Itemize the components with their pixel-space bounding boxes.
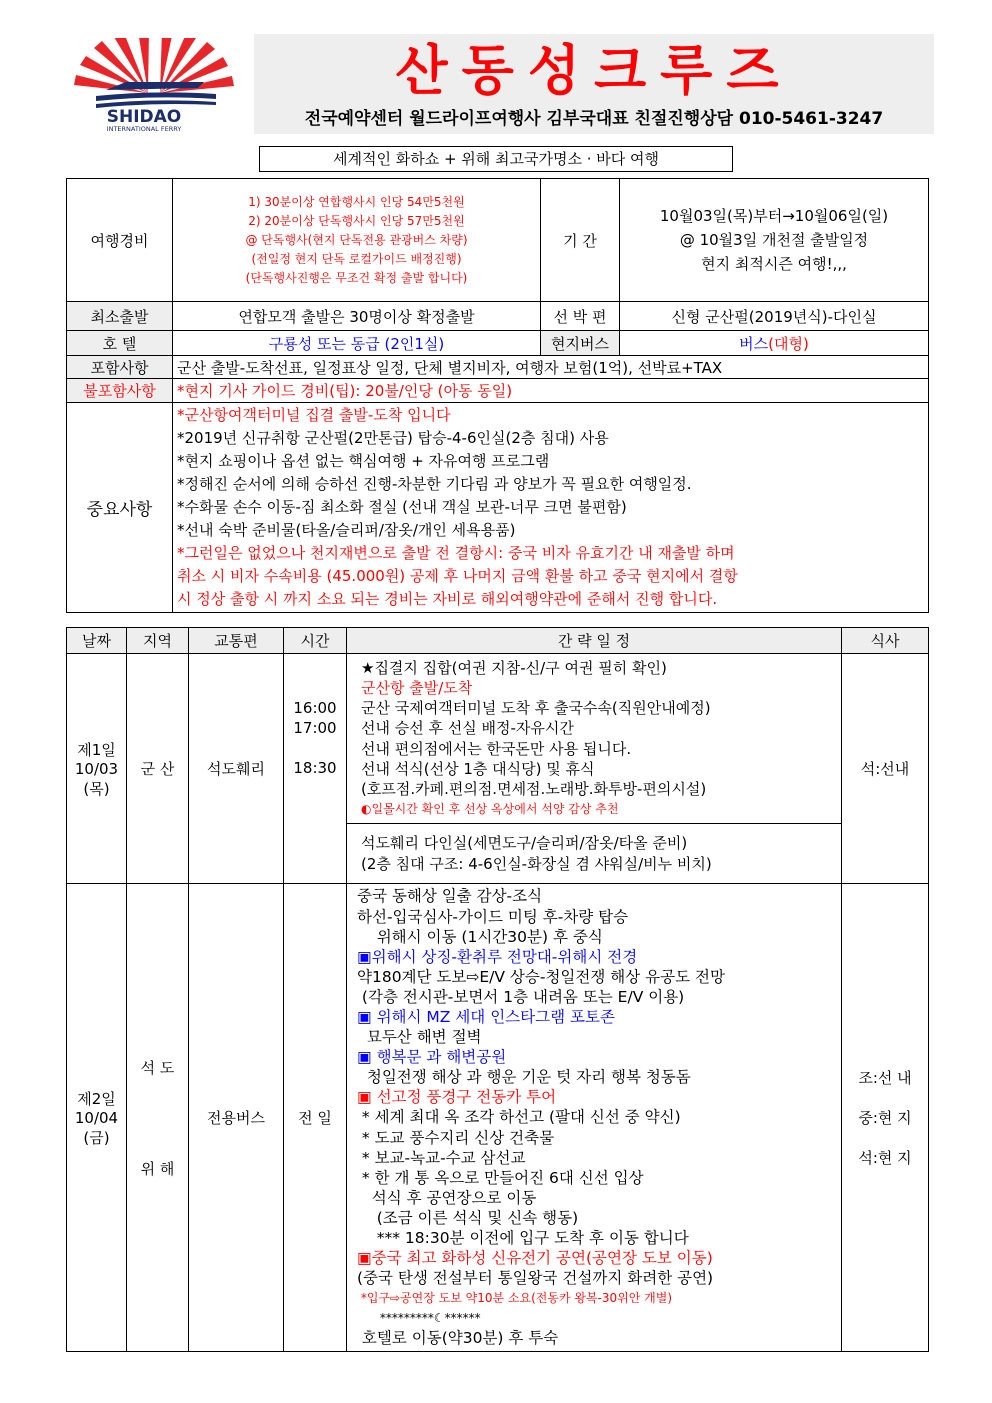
included-label: 포함사항 (67, 356, 173, 379)
sun-ship-icon (66, 38, 241, 133)
day2-line: 호텔로 이동(약30분) 후 투숙 (357, 1329, 559, 1348)
cost-line: (단독행사진행은 무조건 확정 출발 합니다) (245, 270, 468, 285)
day1-line: 선내 편의점에서는 한국돈만 사용 됩니다. (361, 739, 632, 758)
header-region: 지역 (127, 628, 189, 654)
day1-cabin-line: 석도훼리 다인실(세면도구/슬리퍼/잠옷/타올 준비) (361, 834, 688, 853)
day1-cabin-line: (2층 침대 구조: 4-6인실-화장실 겸 샤워실/비누 비치) (361, 854, 712, 873)
day2-region (127, 884, 189, 1352)
day2-line: 청일전쟁 해상 과 행운 기운 텃 자리 행복 청동돔 (357, 1068, 691, 1087)
ship-value: 신형 군산펄(2019년식)-다인실 (620, 302, 929, 331)
day2-line: (중국 탄생 전설부터 통일왕국 건설까지 화려한 공연) (357, 1269, 714, 1288)
day2-line: (조금 이른 석식 및 신속 행동) (357, 1208, 579, 1227)
header-itinerary: 간 략 일 정 (347, 628, 842, 654)
bus-label: 현지버스 (541, 331, 620, 356)
bus-value (620, 331, 929, 356)
day2-line: * 세계 최대 옥 조각 하선고 (팔대 신선 중 약신) (357, 1108, 681, 1127)
day1-times (284, 654, 347, 884)
day2-date-line: (금) (83, 1128, 110, 1147)
day1-itinerary (347, 654, 842, 824)
day2-line: * 한 개 통 옥으로 만들어진 6대 신선 입상 (357, 1168, 644, 1187)
note-item: *정해진 순서에 의해 승하선 진행-차분한 기다림 과 양보가 꼭 필요한 여행일정. (177, 475, 692, 493)
min-departure-value: 연합모객 출발은 30명이상 확정출발 (173, 302, 541, 331)
day2-line: ▣ 행복문 과 해변공원 (357, 1048, 507, 1067)
day1-line: (호프점.카페.편의점.면세점.노래방.화투방-편의시설) (361, 779, 707, 798)
day2-region-top: 석 도 (140, 1058, 175, 1077)
cost-line: 2) 20분이상 단독행사시 인당 57만5천원 (248, 213, 465, 228)
period-line: 10월03일(목)부터→10월06일(일) (659, 207, 889, 225)
day1-line: 군산항 출발/도착 (361, 679, 473, 698)
day2-line: ▣ 선고정 풍경구 전동카 투어 (357, 1088, 557, 1107)
note-item: 시 정상 출항 시 까지 소요 되는 경비는 자비로 해외여행약관에 준해서 진행 합니다. (177, 590, 718, 608)
cost-line: 1) 30분이상 연합행사시 인당 54만5천원 (248, 194, 465, 209)
excluded-value: *현지 기사 가이드 경비(팁): 20불/인당 (아동 동일) (173, 379, 929, 403)
period-label: 기 간 (541, 179, 620, 302)
notes-list (173, 403, 929, 613)
day1-meal: 석:선내 (842, 654, 929, 884)
day2-line: (각층 전시관-보면서 1층 내려옴 또는 E/V 이용) (357, 987, 685, 1006)
tour-subtitle: 세계적인 화하쇼 + 위해 최고국가명소 · 바다 여행 (259, 146, 733, 172)
day2-line: * 도교 풍수지리 신상 건축물 (357, 1128, 555, 1147)
note-item: *그런일은 없었으나 천지재변으로 출발 전 결항시: 중국 비자 유효기간 내 재출발 하며 (177, 544, 735, 562)
shidao-logo (66, 38, 241, 133)
excluded-label: 불포함사항 (67, 379, 173, 403)
day2-line: * 보교-녹교-수교 삼선교 (357, 1148, 526, 1167)
day2-line: 위해시 이동 (1시간30분) 후 중식 (357, 927, 603, 946)
notes-label: 중요사항 (67, 403, 173, 613)
day1-date (67, 654, 127, 884)
period-details (620, 179, 929, 302)
header-time: 시간 (284, 628, 347, 654)
logo-subtext: INTERNATIONAL FERRY (106, 125, 182, 133)
hotel-value: 구룡성 또는 동급 (2인1실) (173, 331, 541, 356)
day2-line: 묘두산 해변 절벽 (357, 1028, 482, 1047)
note-item: *현지 쇼핑이나 옵션 없는 핵심여행 + 자유여행 프로그램 (177, 452, 550, 470)
note-item: 취소 시 비자 수속비용 (45.000원) 공제 후 나머지 금액 환불 하고 중국 현지에서 결항 (177, 567, 738, 585)
day1-time: 17:00 (293, 719, 337, 737)
day2-line: ▣ 위해시 MZ 세대 인스타그램 포토존 (357, 1007, 615, 1026)
day2-line: *** 18:30분 이전에 입구 도착 후 이동 합니다 (357, 1229, 689, 1248)
day2-itinerary (347, 884, 842, 1352)
day2-date-line: 10/04 (74, 1108, 119, 1127)
ship-label: 선 박 편 (541, 302, 620, 331)
day1-time: 18:30 (293, 759, 337, 777)
day1-date-line: 제1일 (77, 740, 116, 759)
header-transport: 교통편 (189, 628, 284, 654)
bus-value-text: 버스 (739, 334, 769, 353)
note-item: *군산항여객터미널 집결 출발-도착 입니다 (177, 406, 451, 424)
header-meals: 식사 (842, 628, 929, 654)
day2-line: 하선-입국심사-가이드 미팅 후-차량 탑승 (357, 907, 629, 926)
cost-label: 여행경비 (67, 179, 173, 302)
note-item: *선내 숙박 준비물(타올/슬리퍼/잠옷/개인 세욕용품) (177, 521, 516, 539)
header-banner (254, 34, 934, 134)
period-line: 현지 최적시즌 여행!,,, (701, 255, 847, 273)
day2-region-bottom: 위 해 (140, 1159, 175, 1178)
day2-line: 석식 후 공연장으로 이동 (357, 1188, 537, 1207)
included-value: 군산 출발-도착선표, 일정표상 일정, 단체 별지비자, 여행자 보험(1억), 선박료+TAX (173, 356, 929, 379)
info-table (66, 178, 929, 613)
note-item: *수화물 손수 이동-짐 최소화 절실 (선내 객실 보관-너무 크면 불편함) (177, 498, 627, 516)
hotel-label: 호 텔 (67, 331, 173, 356)
min-departure-label: 최소출발 (67, 302, 173, 331)
bus-size: (대형) (768, 334, 809, 353)
day1-date-line: 10/03 (74, 759, 119, 778)
day1-date-line: (목) (83, 779, 110, 798)
day1-line: 군산 국제여객터미널 도착 후 출국수속(직원안내예정) (361, 699, 711, 718)
cost-details (173, 179, 541, 302)
day2-date (67, 884, 127, 1352)
note-item: *2019년 신규취항 군산펄(2만톤급) 탑승-4-6인실(2층 침대) 사용 (177, 429, 609, 447)
schedule-table (66, 627, 929, 1352)
day1-line: ★집결지 집합(여권 지참-신/구 여권 필히 확인) (361, 659, 667, 678)
period-line: @ 10월3일 개천절 출발일정 (679, 231, 869, 249)
day2-line: 약180계단 도보⇨E/V 상승-청일전쟁 해상 유공도 전망 (357, 967, 725, 986)
contact-line: 전국예약센터 월드라이프여행사 김부국대표 친절진행상담 010-5461-3247 (304, 109, 884, 129)
day2-line: ▣중국 최고 화하성 신유전기 공연(공연장 도보 이동) (357, 1249, 713, 1268)
day2-meal: 중:현 지 (858, 1108, 912, 1127)
day2-line: *입구⇨공연장 도보 약10분 소요(전동카 왕복-30위안 개별) (357, 1291, 673, 1306)
day2-transport: 전용버스 (189, 884, 284, 1352)
brand-title: 산동성크루즈 (395, 39, 793, 102)
day2-meal: 조:선 내 (858, 1068, 912, 1087)
day1-cabin-info (347, 824, 842, 884)
day1-line: ◐일몰시간 확인 후 선상 옥상에서 석양 감상 추천 (361, 801, 619, 816)
cost-line: @ 단독행사(현지 단독전용 관광버스 차량) (245, 232, 468, 247)
day2-date-line: 제2일 (77, 1089, 116, 1108)
day2-meal: 석:현 지 (858, 1148, 912, 1167)
day2-line: ▣위해시 상징-환취루 전망대-위해시 전경 (357, 947, 638, 966)
day1-line: 선내 석식(선상 1층 대식당) 및 휴식 (361, 759, 595, 778)
cost-line: (전일정 현지 단독 로컬가이드 배정진행) (251, 251, 462, 266)
day2-line: 중국 동해상 일출 감상-조식 (357, 887, 543, 906)
header-date: 날짜 (67, 628, 127, 654)
day1-time: 16:00 (293, 699, 337, 717)
day1-region: 군 산 (127, 654, 189, 884)
day1-line: 선내 승선 후 선실 배정-자유시간 (361, 719, 574, 738)
logo-text: SHIDAO (106, 107, 182, 127)
day2-line: *********☾****** (357, 1311, 481, 1326)
day2-meals (842, 884, 929, 1352)
day1-transport: 석도훼리 (189, 654, 284, 884)
day2-time: 전 일 (284, 884, 347, 1352)
